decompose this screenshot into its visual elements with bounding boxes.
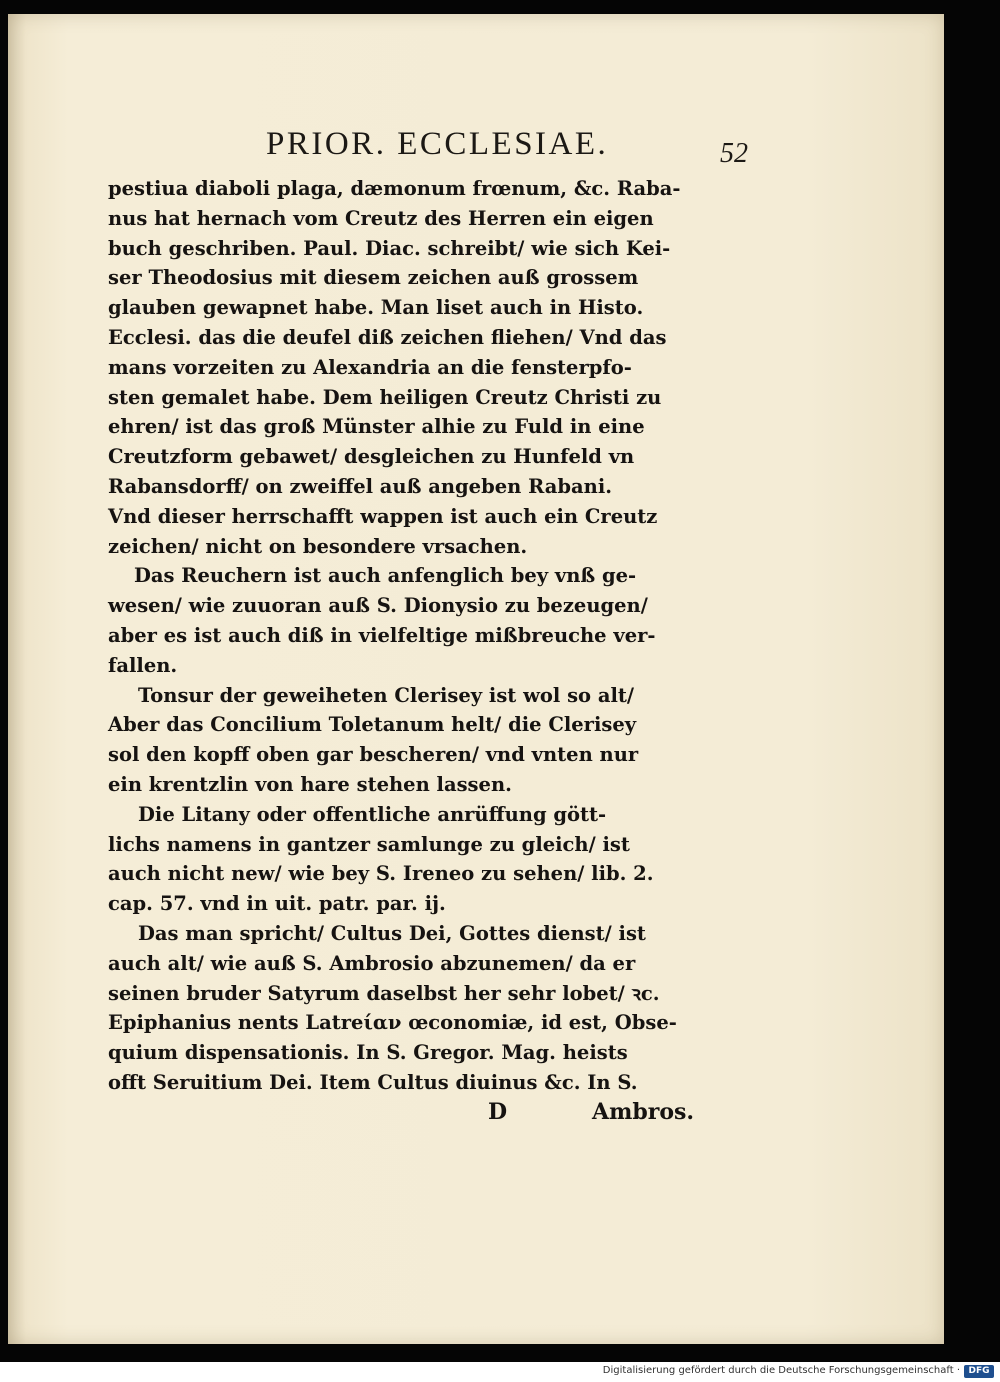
paragraph-start-line: Tonsur der geweiheten Clerisey ist wol so alt/ (138, 683, 635, 707)
text-line: sten gemalet habe. Dem heiligen Creutz Christi zu (108, 385, 662, 409)
text-line: offt Seruitium Dei. Item Cultus diuinus &c. In S. (108, 1070, 638, 1094)
text-line: sol den kopff oben gar bescheren/ vnd vnten nur (108, 743, 639, 767)
text-line: Ecclesi. das die deufel diß zeichen fliehen/ Vnd das (108, 325, 667, 349)
text-line: seinen bruder Satyrum daselbst her sehr lobet/ ꝛc. (108, 981, 660, 1005)
text-line: quium dispensationis. In S. Gregor. Mag. heists (108, 1041, 628, 1065)
text-line: ein krentzlin von hare stehen lassen. (108, 772, 512, 796)
signature-mark: D (488, 1099, 508, 1125)
text-line: Epiphanius nents Latreίαν œconomiæ, id est, Obse- (108, 1011, 677, 1035)
text-line: Rabansdorff/ on zweiffel auß angeben Rabani. (108, 474, 613, 498)
text-line: ehren/ ist das groß Münster alhie zu Fuld in eine (108, 415, 645, 439)
book-page (8, 14, 944, 1344)
text-line: wesen/ wie zuuoran auß S. Dionysio zu bezeugen/ (108, 594, 648, 618)
text-line: mans vorzeiten zu Alexandria an die fensterpfo- (108, 355, 632, 379)
text-line: zeichen/ nicht on besondere vrsachen. (108, 534, 528, 558)
page-number: 52 (720, 138, 748, 169)
text-line: auch alt/ wie auß S. Ambrosio abzunemen/ da er (108, 951, 636, 975)
text-line: ser Theodosius mit diesem zeichen auß grossem (108, 266, 639, 290)
text-line: cap. 57. vnd in uit. patr. par. ij. (108, 892, 446, 916)
paragraph-start-line: Das Reuchern ist auch anfenglich bey vnß ge- (134, 564, 637, 588)
text-line: buch geschriben. Paul. Diac. schreibt/ wie sich Kei- (108, 236, 671, 260)
paragraph-start-line: Das man spricht/ Cultus Dei, Gottes dienst/ ist (138, 921, 646, 945)
page-body (108, 174, 728, 1098)
text-line: fallen. (108, 653, 178, 677)
text-line: lichs namens in gantzer samlunge zu gleich/ ist (108, 832, 630, 856)
running-title: PRIOR. ECCLESIAE. (266, 126, 609, 162)
text-line: Aber das Concilium Toletanum helt/ die Clerisey (108, 713, 637, 737)
funding-credit: Digitalisierung gefördert durch die Deutsche Forschungsgemeinschaft · (602, 1365, 960, 1376)
catchword: Ambros. (592, 1099, 695, 1125)
text-line: auch nicht new/ wie bey S. Ireneo zu sehen/ lib. 2. (108, 862, 654, 886)
footer-bar (0, 1362, 1000, 1382)
text-line: glauben gewapnet habe. Man liset auch in Histo. (108, 296, 644, 320)
text-line: Creutzform gebawet/ desgleichen zu Hunfeld vn (108, 445, 635, 469)
text-line: pestiua diaboli plaga, dæmonum frœnum, &c. Raba- (108, 177, 681, 200)
paragraph-start-line: Die Litany oder offentliche anrüffung gött- (138, 802, 607, 826)
dfg-logo: DFG (964, 1365, 994, 1378)
text-line: nus hat hernach vom Creutz des Herren ein eigen (108, 206, 654, 230)
text-line: aber es ist auch diß in vielfeltige mißbreuche ver- (108, 623, 656, 647)
text-line: Vnd dieser herrschafft wappen ist auch ein Creutz (108, 504, 658, 528)
